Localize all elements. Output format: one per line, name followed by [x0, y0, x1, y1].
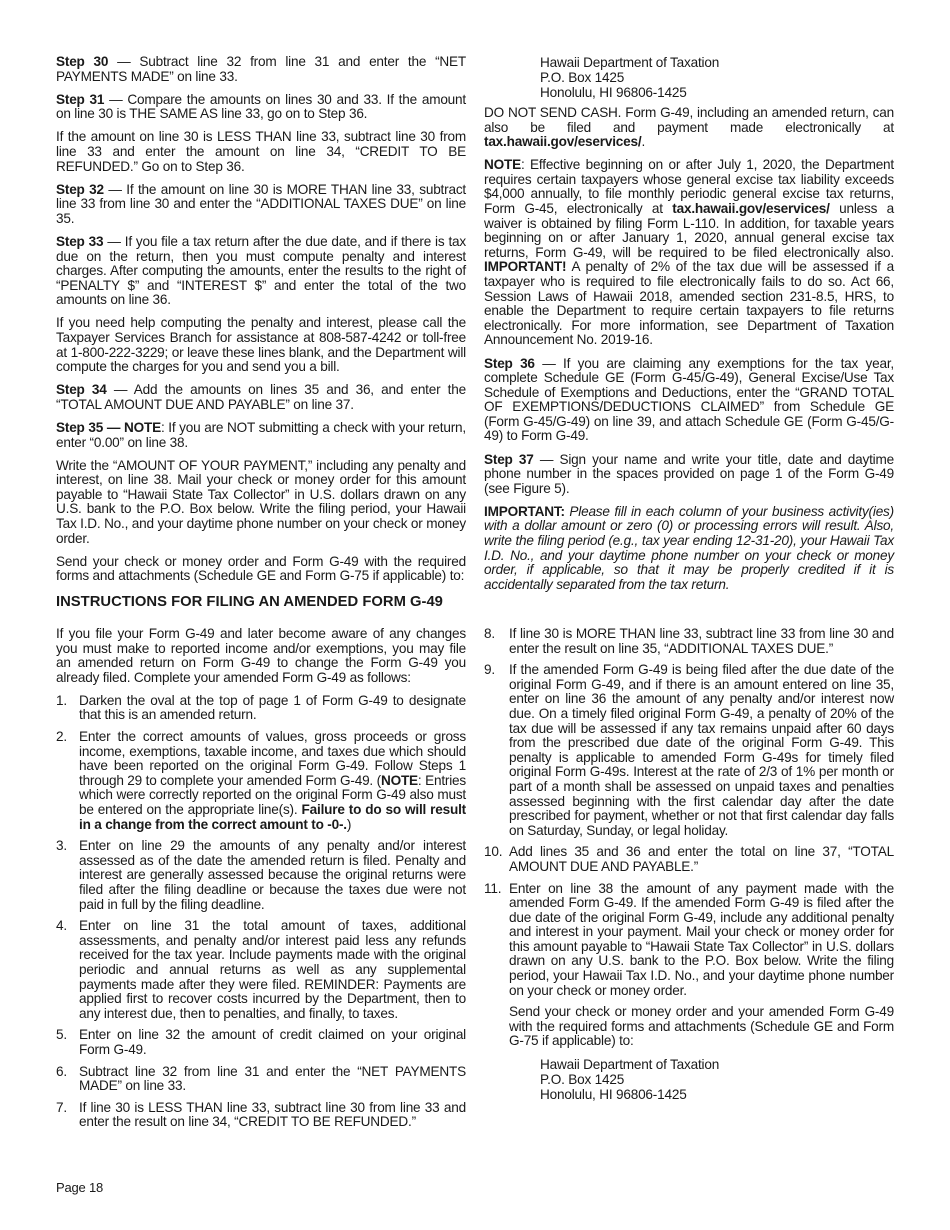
bottom-right-column: [484, 627, 894, 1102]
step-text: — Add the amounts on lines 35 and 36, and enter the “TOTAL AMOUNT DUE AND PAYABLE” on line 37.: [56, 382, 466, 412]
bottom-left-column: [56, 627, 466, 1137]
list-item: 4. Enter on line 31 the total amount of taxes, additional assessments, and penalty and/or interest paid less any refunds received for the tax year. Include payments made with the original periodic and annual returns as well as any supplemental payments made after they were filed. REMINDER: Payments are applied first to recover costs incurred by the Department, then to any interest due, then to penalties, and finally, to taxes.: [56, 918, 466, 1021]
note-label: NOTE: [380, 772, 418, 788]
step-label: Step 35 — NOTE: [56, 419, 161, 435]
address-line: P.O. Box 1425: [540, 1072, 625, 1088]
list-item: 9. If the amended Form G-49 is being filed after the due date of the original Form G-49, and if there is an amount entered on line 35, enter on line 36 the amount of any penalty and/or interest now due. On a timely filed original Form G-49, a penalty of 20% of the tax due will be assessed if any tax remains unpaid after 60 days from the prescribed due date of the original Form G-49. This penalty is applicable to amended Form G-49s for timely filed original Form G-49s. Interest at the rate of 2/3 of 1% per month or part of a month shall be assessed on unpaid taxes and penalties assessed beginning with the first calendar day after the date prescribed for payment, whether or not that first calendar day falls on Saturday, Sunday, or legal holiday.: [484, 662, 894, 838]
list-item: 1. Darken the oval at the top of page 1 of Form G-49 to designate that this is an amended return.: [56, 692, 466, 723]
address-line: Honolulu, HI 96806-1425: [540, 1087, 687, 1103]
list-item: 2. Enter the correct amounts of values, gross proceeds or gross income, exemptions, taxable income, and taxes due which should have been reported on the original Form G-49. Follow Steps 1 through 29 to complete your amended Form G-49. (NOTE: Entries which were correctly reported on the original Form G-49 also must be entered on the appropriate line(s). Failure to do so will result in a change from the correct amount to -0-.): [56, 729, 467, 832]
step-text: — If the amount on line 30 is MORE THAN line 33, subtract line 33 from line 30 and enter the “ADDITIONAL TAXES DUE” on line 35.: [56, 181, 466, 226]
top-right-column: [484, 55, 894, 601]
step-text: — Subtract line 32 from line 31 and enter the “NET PAYMENTS MADE” on line 33.: [56, 54, 466, 84]
step-label: Step 33: [56, 233, 104, 249]
step-34: [56, 383, 466, 412]
step-30: [56, 55, 466, 84]
important-notice: [484, 505, 894, 593]
step-35: [56, 421, 466, 450]
step-31: [56, 93, 466, 122]
step-label: Step 31: [56, 91, 105, 107]
step-text: — If you file a tax return after the due date, and if there is tax due on the return, then you must compute penalty and interest charges. After computing the amounts, enter the results to the right of “PENALTY $” and “INTEREST $” and enter the total of the two amounts on line 36.: [56, 233, 466, 308]
step-36: [484, 357, 894, 445]
important-label: IMPORTANT!: [484, 259, 567, 275]
step-text: — Sign your name and write your title, date and daytime phone number in the spaces provided on page 1 of the Form G-49 (see Figure 5).: [484, 451, 894, 496]
step-33: [56, 235, 466, 308]
warning-text: Failure to do so will result in a change from the correct amount to -0-.: [79, 802, 466, 832]
step-32: [56, 183, 466, 227]
address-line: Hawaii Department of Taxation: [540, 1057, 720, 1073]
step-35-send: Send your check or money order and Form G-49 with the required forms and attachments (Schedule GE and Form G-75 if applicable) to:: [56, 553, 466, 584]
list-item: 6. Subtract line 32 from line 31 and enter the “NET PAYMENTS MADE” on line 33.: [56, 1063, 466, 1094]
list-item: 5. Enter on line 32 the amount of credit claimed on your original Form G-49.: [56, 1027, 466, 1057]
step-text: — Compare the amounts on lines 30 and 33. If the amount on line 30 is THE SAME AS line 33, go on to Step 36.: [56, 91, 466, 122]
list-item: 8. If line 30 is MORE THAN line 33, subtract line 33 from line 30 and enter the result on line 35, “ADDITIONAL TAXES DUE.”: [484, 626, 894, 656]
no-cash-notice: DO NOT SEND CASH. Form G-49, including an amended return, can also be filed and payment made electronically at tax.hawaii.gov/eservices/.: [484, 105, 894, 150]
page-number: Page 18: [56, 1180, 104, 1195]
top-left-column: [56, 55, 466, 592]
eservices-link[interactable]: tax.hawaii.gov/eservices/: [672, 201, 830, 217]
step-label: Step 30: [56, 54, 109, 69]
step-label: Step 37: [484, 451, 534, 467]
step-33-help: If you need help computing the penalty and interest, please call the Taxpayer Services Branch for assistance at 808-587-4242 or toll-free at 1-800-222-3229; or leave these lines blank, and the Department will compute the charges for you and send you a bill.: [56, 315, 466, 375]
step-37: [484, 453, 894, 497]
step-label: Step 36: [484, 355, 535, 371]
efile-note: NOTE: Effective beginning on or after July 1, 2020, the Department requires certain taxpayers whose general excise tax liability exceeds $4,000 annually, to file monthly periodic general excise tax returns, Form G-45, electronically at tax.hawaii.gov/eservices/ unless a waiver is obtained by filing Form L-110. In addition, for taxable years beginning on or after January 1, 2020, annual general excise tax returns, Form G-49, will be required to be filed electronically also. IMPORTANT! A penalty of 2% of the tax due will be assessed if a taxpayer who is required to file electronically fails to do so. Act 66, Session Laws of Hawaii 2018, amended section 231-8.5, HRS, to enable the Department to require certain taxpayers to file returns electronically. For more information, see Department of Taxation Announcement No. 2019-16.: [484, 157, 895, 348]
amended-intro: If you file your Form G-49 and later become aware of any changes you must make to reported income and/or exemptions, you may file an amended return on Form G-49 to change the Form G-49 you already filed. Complete your amended Form G-49 as follows:: [56, 626, 466, 685]
step-31-detail: If the amount on line 30 is LESS THAN line 33, subtract line 30 from line 33 and enter the amount on line 34, “CREDIT TO BE REFUNDED.” Go on to Step 36.: [56, 129, 466, 174]
mailing-address: [540, 55, 894, 100]
step-35-payment: Write the “AMOUNT OF YOUR PAYMENT,” including any penalty and interest, on line 38. Mail your check or money order for this amount payable to “Hawaii State Tax Collector” in U.S. dollars drawn on any U.S. bank to the P.O. Box below. Write the filing period, your Hawaii Tax I.D. No., and your daytime phone number on your check or money order.: [56, 457, 466, 546]
list-item: 7. If line 30 is LESS THAN line 33, subtract line 30 from line 33 and enter the result on line 34, “CREDIT TO BE REFUNDED.”: [56, 1099, 466, 1130]
step-label: Step 34: [56, 382, 107, 398]
no-cash-text: DO NOT SEND CASH. Form G-49, including an amended return, can also be filed and payment made electronically at: [484, 105, 894, 135]
step-text: — If you are claiming any exemptions for the tax year, complete Schedule GE (Form G-45/G-49), General Excise/Use Tax Schedule of Exemptions and Deductions, enter the “GRAND TOTAL OF EXEMPTIONS/DEDUCTIONS CLAIMED” from Schedule GE (Form G-45/G-49) on line 39, and attach Schedule GE (Form G-45/G-49) to Form G-49.: [484, 355, 894, 444]
step-text: : If you are NOT submitting a check with your return, enter “0.00” on line 38.: [56, 419, 466, 450]
amended-instructions-list-continued: [484, 627, 894, 998]
address-line: P.O. Box 1425: [540, 70, 625, 85]
step-label: Step 32: [56, 181, 104, 197]
amended-instructions-list: [56, 694, 466, 1130]
list-item: 10. Add lines 35 and 36 and enter the total on line 37, “TOTAL AMOUNT DUE AND PAYABLE.”: [484, 844, 894, 874]
mailing-address: [540, 1057, 894, 1102]
amended-send-instructions: Send your check or money order and your amended Form G-49 with the required forms and attachments (Schedule GE and Form G-75 if applicable) to:: [509, 1004, 894, 1049]
important-text: Please fill in each column of your business activity(ies) with a dollar amount or zero (0) or processing errors will result. Also, write the filing period (e.g., tax year ending 12-31-20), your Hawaii Tax I.D. No., and your daytime phone number on your check or money order, if applicable, so that it may be properly credited if it is accidentally separated from the tax return.: [484, 503, 894, 592]
address-line: Hawaii Department of Taxation: [540, 55, 720, 70]
address-line: Honolulu, HI 96806-1425: [540, 85, 687, 100]
eservices-link[interactable]: tax.hawaii.gov/eservices/: [484, 134, 642, 150]
list-item: 11. Enter on line 38 the amount of any payment made with the amended Form G-49. If the amended Form G-49 is filed after the due date of the original Form G-49, include any additional penalty and interest in your payment. Mail your check or money order for this amount payable to “Hawaii State Tax Collector” in U.S. dollars drawn on any U.S. bank to the P.O. Box below. Write the filing period, your Hawaii Tax I.D. No., and your daytime phone number on your check or money order.: [484, 880, 894, 998]
note-label: NOTE: [484, 157, 521, 173]
amended-section-heading: INSTRUCTIONS FOR FILING AN AMENDED FORM G-49: [56, 594, 443, 610]
important-label: IMPORTANT:: [484, 503, 565, 519]
list-item: 3. Enter on line 29 the amounts of any penalty and/or interest assessed as of the date the amended return is filed. Penalty and interest are generally assessed because the original returns were filed after the filing deadline or because the taxes due were not paid in full by the filing deadline.: [56, 838, 466, 912]
